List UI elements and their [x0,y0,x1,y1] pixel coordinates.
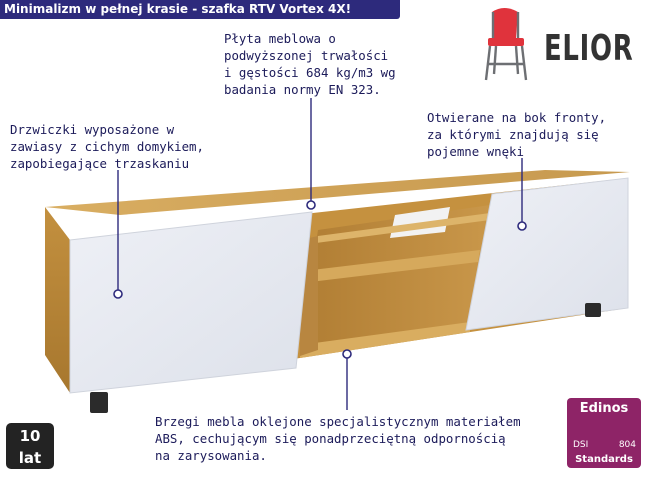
warranty-label: Gwarancji [6,471,57,481]
callout-fronts: Otwierane na bok fronty, za którymi znajdują się pojemne wnęki [427,110,607,159]
certificate-badge [567,398,641,468]
chair-icon [486,8,526,80]
certificate-brand: Edinos [579,401,629,416]
marker-dot-board [307,201,315,209]
right-door [466,178,628,330]
marker-dot-edges [343,350,351,358]
callout-board: Płyta meblowa o podwyższonej trwałości i gęstości 684 kg/m3 wg badania normy EN 323. [224,31,396,97]
certificate-number: 804 [618,440,636,450]
cabinet-foot [90,392,108,413]
certificate-left: DSI [573,440,589,450]
cabinet-left-side [45,207,70,393]
marker-dot-fronts [518,222,526,230]
marker-dot-doors [114,290,122,298]
cabinet-foot [585,303,601,317]
brand-logo: ELIOR [544,28,634,69]
warranty-badge [6,423,57,481]
left-door [70,212,312,393]
certificate-label: Standards [575,454,633,465]
callout-doors: Drzwiczki wyposażone w zawiasy z cichym domykiem, zapobiegające trzaskaniu [10,122,204,171]
banner-title: Minimalizm w pełnej krasie - szafka RTV Vortex 4X! [4,2,352,16]
warranty-years: 10 lat [18,427,42,467]
page-banner [0,0,400,19]
callout-edges: Brzegi mebla oklejone specjalistycznym materiałem ABS, cechującym się ponadprzeciętną odpornością na zarysowania. [155,414,521,463]
